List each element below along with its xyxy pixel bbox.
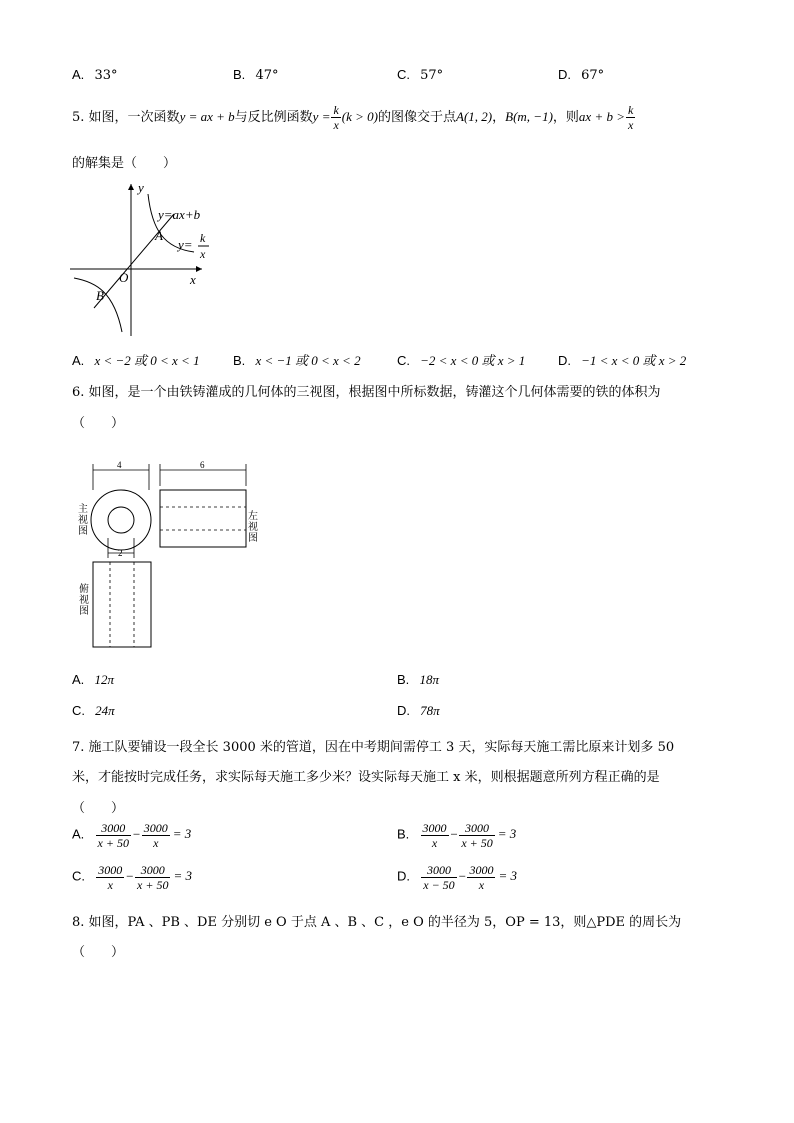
q6-front-outer-circle <box>91 490 151 550</box>
q7-d-frac2: $\frac{3000}{x}$ <box>469 863 494 892</box>
q5-hyperbola-q3 <box>74 278 122 332</box>
q7-a-frac1: $\frac{3000}{x + 50}$ <box>97 821 129 850</box>
q5-option-b[interactable]: B. x < −1 或 0 < x < 2 <box>233 353 361 368</box>
q8-stem-line1: 8. 如图，PA 、PB 、DE 分别切 e O 于点 A 、B 、C ，e O 的半径为 5，OP = 13，则△PDE 的周长为 <box>72 915 682 930</box>
q6-label-left-view: 左视图 <box>248 511 258 544</box>
q5-function-graph <box>66 178 226 338</box>
q7-a-frac2: $\frac{3000}{x}$ <box>143 821 168 850</box>
q6-front-inner-circle <box>108 507 134 533</box>
q5-label-o: O <box>119 270 129 285</box>
q8-stem-line2: （ ） <box>72 945 125 960</box>
q7-b-frac2: $\frac{3000}{x + 50}$ <box>461 821 493 850</box>
q5-label-hyper-den: x <box>200 247 206 261</box>
q4-option-d[interactable]: D. 67° <box>558 67 605 83</box>
q7-c-frac2: $\frac{3000}{x + 50}$ <box>137 863 169 892</box>
q7-option-b[interactable]: B. $\frac{3000}{x}$ − $\frac{3000}{x + 50}$ = 3 <box>397 821 517 850</box>
q7-option-c[interactable]: C. $\frac{3000}{x}$ − $\frac{3000}{x + 50}$ = 3 <box>72 863 192 892</box>
q6-option-d[interactable]: D. 78π <box>397 703 440 718</box>
q5-stem-line1: 5. 如图，一次函数y = ax + b与反比例函数y = $\frac{k}{x}$ (k > 0)的图像交于点A(1, 2)，B(m, −1)，则ax + b > $\frac{k}{x}$ <box>72 103 634 132</box>
q4-option-a[interactable]: A. 33° <box>72 67 118 83</box>
q6-label-top-view: 俯视图 <box>79 584 89 617</box>
q5-label-hyper-left: y= <box>178 237 193 252</box>
q7-d-frac1: $\frac{3000}{x - 50}$ <box>423 863 455 892</box>
q6-option-a[interactable]: A. 12π <box>72 672 114 687</box>
q7-stem-line2: 米，才能按时完成任务，求实际每天施工多少米？设实际每天施工 x 米，则根据题意所列方程正确的是 <box>72 770 660 785</box>
q5-label-b: B <box>96 288 104 303</box>
q4-option-c[interactable]: C. 57° <box>397 67 444 83</box>
q6-left-view-rect <box>160 490 246 547</box>
q6-dim-6: 6 <box>200 460 205 470</box>
q7-b-frac1: $\frac{3000}{x}$ <box>422 821 447 850</box>
q6-dim-2: 2 <box>118 548 123 558</box>
q6-stem-line1: 6. 如图，是一个由铁铸灌成的几何体的三视图，根据图中所标数据，铸灌这个几何体需要的铁的体积为 <box>72 385 661 400</box>
q5-option-a[interactable]: A. x < −2 或 0 < x < 1 <box>72 353 200 368</box>
q6-option-b[interactable]: B. 18π <box>397 672 439 687</box>
q7-option-a[interactable]: A. $\frac{3000}{x + 50}$ − $\frac{3000}{x}$ = 3 <box>72 821 192 850</box>
q6-option-c[interactable]: C. 24π <box>72 703 115 718</box>
q7-stem-line3: （ ） <box>72 801 125 816</box>
q7-option-d[interactable]: D. $\frac{3000}{x - 50}$ − $\frac{3000}{x}$ = 3 <box>397 863 517 892</box>
q5-label-a: A <box>155 228 163 243</box>
q5-option-d[interactable]: D. −1 < x < 0 或 x > 2 <box>558 353 687 368</box>
q5-label-y: y <box>138 180 144 195</box>
q5-label-line: y=ax+b <box>158 207 201 222</box>
q6-three-view-figure <box>74 458 264 653</box>
q5-option-c[interactable]: C. −2 < x < 0 或 x > 1 <box>397 353 526 368</box>
q6-top-view-rect <box>93 562 151 647</box>
q7-c-frac1: $\frac{3000}{x}$ <box>98 863 123 892</box>
q5-label-x: x <box>190 272 196 287</box>
q6-dim-4: 4 <box>117 460 122 470</box>
q5-label-hyper-num: k <box>200 231 206 245</box>
q4-option-b[interactable]: B. 47° <box>233 67 279 83</box>
q6-stem-line2: （ ） <box>72 416 125 431</box>
q5-fraction-k-over-x: $\frac{k}{x}$ <box>333 103 339 132</box>
q5-stem-line2: 的解集是（ ） <box>72 156 177 171</box>
q7-stem-line1: 7. 施工队要铺设一段全长 3000 米的管道，因在中考期间需停工 3 天，实际每天施工需比原来计划多 50 <box>72 740 675 755</box>
q5-fraction-k-over-x-2: $\frac{k}{x}$ <box>628 103 634 132</box>
q6-label-front-view: 主视图 <box>78 504 88 537</box>
